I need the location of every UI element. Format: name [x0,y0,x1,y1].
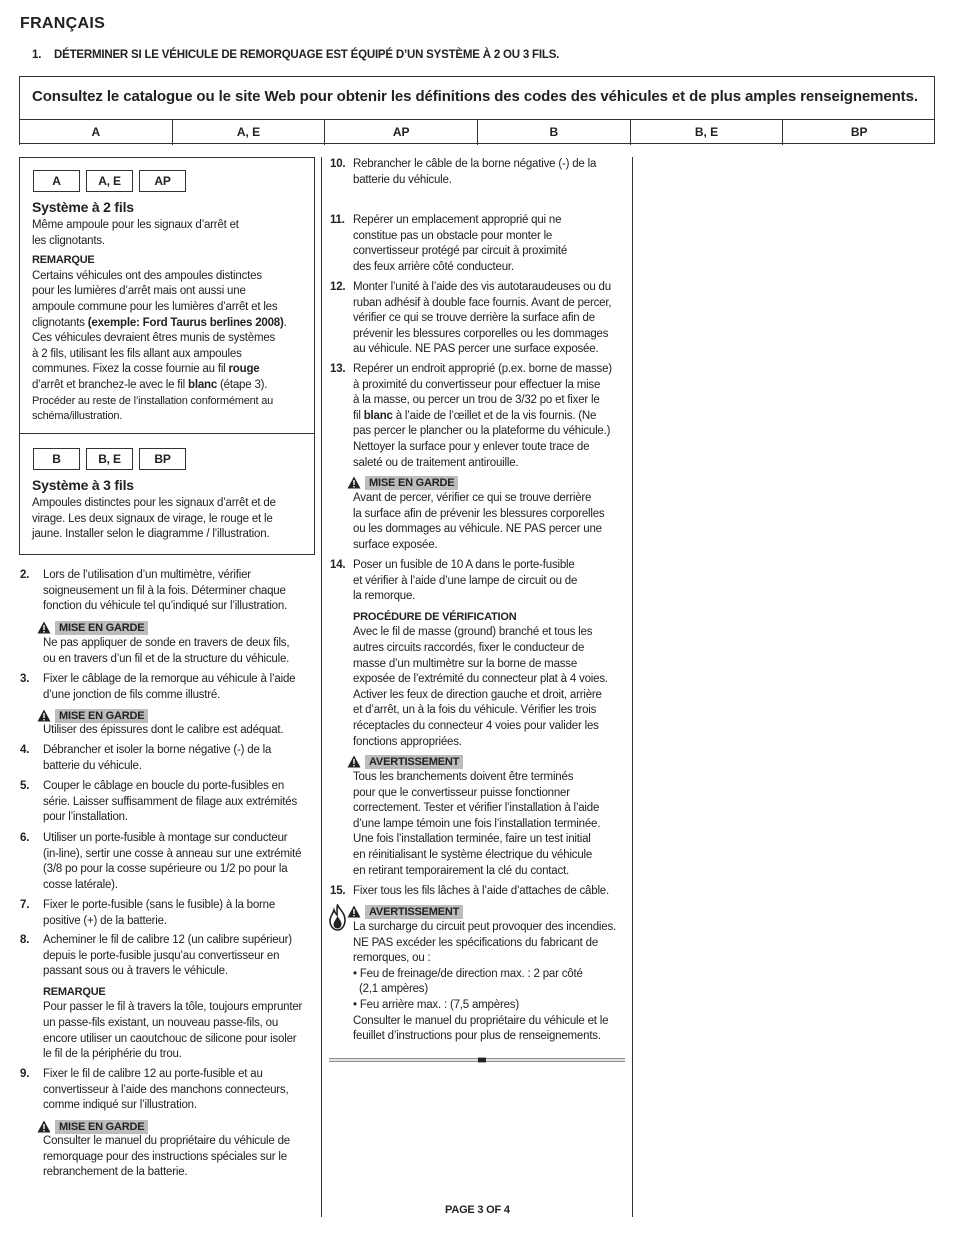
page-number: PAGE 3 OF 4 [445,1204,510,1216]
warning-body [353,920,629,1045]
warning-triangle-icon [347,905,361,918]
caution-label [347,475,458,490]
warning-triangle-icon [347,476,361,489]
text-line: remorques, ou : [353,952,431,965]
text-line: Même ampoule pour les signaux d’arrêt et [32,219,239,231]
text-line: Activer les feux de direction gauche et droit, arrière [353,688,602,701]
step-text [353,280,625,358]
text-line: (3/8 po pour la cosse supérieure ou 1/2 po pour la [43,863,288,876]
text-span: communes. Fixez la cosse fournie au fil [32,363,229,376]
step-text [43,568,313,615]
caution-body [43,723,313,739]
text-line: jaune. Installer selon le diagramme / l’illustration. [32,528,270,541]
two-wire-description [32,218,302,425]
step-text [43,743,313,774]
text-line: masse d’un multimètre sur la borne de masse [353,657,578,670]
caution-label [37,708,148,723]
text-line: exposée de l’extrémité du connecteur plat à 4 voies. [353,673,608,686]
text-line: Rebrancher le câble de la borne négative (-) de la [353,158,597,170]
step-text [43,898,315,929]
step-number: 1. [32,49,42,61]
text-line: au véhicule. NE PAS percer une surface exposée. [353,343,599,356]
text-line [32,316,302,332]
text-line: à la masse, ou percer un trou de 3/32 po et fixer le [353,394,600,407]
text-line: Consulter le manuel du propriétaire du véhicule et le [353,1014,609,1027]
step-number: 4. [20,744,30,756]
caution-label [37,1119,148,1134]
step-number: 15. [330,885,346,897]
text-line: réceptacles du connecteur 4 voies pour valider les [353,719,599,732]
text-line: (2,1 ampères) [353,983,428,996]
divider [20,433,314,434]
step-text [43,831,315,893]
warning-label [347,904,463,919]
text-line: passant sous ou à travers le véhicule. [43,965,228,978]
text-line: Fixer le porte-fusible (sans le fusible) à la borne [43,899,276,911]
text-line: Utiliser des épissures dont le calibre est adéquat. [43,724,284,736]
text-line: comme indiqué sur l’illustration. [43,1099,197,1112]
remark-label: REMARQUE [32,254,95,267]
text-line: d’une jonction de fils comme illustré. [43,688,221,701]
text-line: Monter l’unité à l’aide des vis autotaraudeuses ou du [353,281,611,293]
text-line: Repérer un emplacement approprié qui ne [353,214,562,226]
caution-body [353,491,625,553]
step-number: 7. [20,899,30,911]
text-span: d’arrêt et branchez-le avec le fil [32,378,188,391]
text-line: à proximité du convertisseur pour effectuer la mise [353,378,601,391]
text-span: (étape 3). [217,378,268,391]
text-line: soigneusement un fil à la fois. Déterminer chaque [43,584,286,597]
text-line: Utiliser un porte-fusible à montage sur conducteur [43,832,288,844]
text-line: ou les dommages au véhicule. NE PAS percer une [353,523,602,536]
text-line: saleté ou de traitement antirouille. [353,456,519,469]
text-span: fil [353,409,364,422]
text-line: Tous les branchements doivent être terminés [353,771,574,783]
text-line: Ces véhicules devraient êtres munis de systèmes [32,332,276,345]
text-line: la surface afin de prévenir les blessures corporelles [353,507,605,520]
text-line: surface exposée. [353,538,438,551]
step-text [43,933,317,1063]
text-line: pour que le convertisseur puisse fonctionner [353,786,570,799]
text-line: et d’arrêt, un à la fois du véhicule. Vérifier les trois [353,704,597,717]
two-wire-codes [33,170,186,192]
column-divider [632,157,633,1217]
step-number: 3. [20,673,30,685]
text-line: NE PAS excéder les spécifications du fabricant de [353,936,599,949]
step-number: 6. [20,832,30,844]
text-line: d’une lampe témoin une fois l’installation terminée. [353,817,601,830]
vehicle-code: B [477,120,630,145]
warning-label [347,754,463,769]
text-line: Acheminer le fil de calibre 12 (un calibre supérieur) [43,934,292,946]
caution-body [43,636,313,667]
vehicle-code: B [33,448,80,470]
text-line: Fixer le fil de calibre 12 au porte-fusible et au [43,1068,263,1080]
text-line: Fixer le câblage de la remorque au véhicule à l’aide [43,673,296,685]
text-span: clignotants [32,316,88,329]
text-line: cosse latérale). [43,878,118,891]
text-line: Une fois l’installation terminée, faire un test initial [353,833,591,846]
catalog-box [19,76,935,144]
text-line: rebranchement de la batterie. [43,1166,188,1179]
text-line: Couper le câblage en boucle du porte-fusibles en [43,780,285,792]
text-line: (in-line), sertir une cosse à anneau sur une extrémité [43,847,302,860]
three-wire-title: Système à 3 fils [32,477,134,493]
caution-text: MISE EN GARDE [55,621,148,635]
text-line: Procéder au reste de l’installation conformément au [32,394,274,407]
text-line: Certains véhicules ont des ampoules distinctes [32,269,262,282]
text-line: vérifier ce qui se trouve derrière la surface afin de [353,312,595,325]
warning-triangle-icon [347,755,361,768]
caution-body [43,1134,315,1181]
text-line: • Feu de freinage/de direction max. : 2 par côté [353,967,583,980]
fire-icon [328,904,347,932]
step-text [353,884,625,900]
text-line: série. Laisser suffisamment de filage aux extrémités [43,795,298,808]
section-end-rule [329,1057,625,1063]
text-line: à 2 fils, utilisant les fils allant aux ampoules [32,347,242,360]
text-line: le fil de la périphérie du trou. [43,1048,182,1061]
wire-color: blanc [363,409,393,422]
text-line: en réinitialisant le système électrique du véhicule [353,848,593,861]
text-line: La surcharge du circuit peut provoquer des incendies. [353,921,617,933]
step-text [43,672,313,703]
step-text [353,213,625,275]
text-span: à l’aide de l’œillet et de la vis fournis. (Ne [392,409,597,422]
wiring-system-box [19,157,315,555]
text-line: remorquage pour des instructions spéciales sur le [43,1150,287,1163]
text-line: constitue pas un obstacle pour monter le [353,229,553,242]
caution-text: MISE EN GARDE [55,709,148,723]
text-line: pour l’installation. [43,811,128,824]
warning-triangle-icon [37,1120,51,1133]
text-line: batterie du véhicule. [43,759,142,772]
vehicle-code: A [19,120,172,145]
text-line: Consulter le manuel du propriétaire du véhicule de [43,1135,290,1147]
procedure-heading: PROCÉDURE DE VÉRIFICATION [353,610,517,623]
vehicle-code: A, E [172,120,325,145]
warning-triangle-icon [37,621,51,634]
text-line: virage. Les deux signaux de virage, le rouge et le [32,512,273,525]
step-number: 2. [20,569,30,581]
text-line: positive (+) de la batterie. [43,914,167,927]
text-line: fonction du véhicule tel qu’indiqué sur l’illustration. [43,600,288,613]
caution-label [37,620,148,635]
text-line: un passe-fils existant, un nouveau passe-fils, ou [43,1016,279,1029]
text-line: prévenir les blessures corporelles ou les dommages [353,327,609,340]
text-line: ou en travers d’un fil et de la structure du véhicule. [43,652,290,665]
text-line: correctement. Tester et vérifier l’installation à l’aide [353,802,600,815]
step-number: 8. [20,934,30,946]
text-line: Pour passer le fil à travers la tôle, toujours emprunter [43,1001,303,1014]
step-number: 11. [330,214,345,226]
step-text [353,157,625,188]
catalog-notice: Consultez le catalogue ou le site Web pour obtenir les définitions des codes des véhicules et de plus amples renseignements. [32,88,918,105]
text-line: Avant de percer, vérifier ce qui se trouve derrière [353,492,592,504]
column-divider [321,157,322,1217]
text-line: pour les lumières d’arrêt mais ont aussi une [32,285,246,298]
text-line: Fixer tous les fils lâches à l’aide d’attaches de câble. [353,885,609,897]
step-number: 13. [330,363,346,375]
step-1 [32,48,559,64]
text-line: Avec le fil de masse (ground) branché et tous les [353,626,593,639]
remark-label: REMARQUE [43,985,106,998]
step-text: DÉTERMINER SI LE VÉHICULE DE REMORQUAGE EST ÉQUIPÉ D’UN SYSTÈME À 2 OU 3 FILS. [54,49,560,61]
text-line: la remorque. [353,590,416,603]
vehicle-code: AP [324,120,477,145]
text-line: fonctions appropriées. [353,735,462,748]
two-wire-title: Système à 2 fils [32,199,134,215]
vehicle-code: B, E [86,448,133,470]
caution-text: MISE EN GARDE [365,476,458,490]
text-line: Ampoules distinctes pour les signaux d’arrêt et de [32,497,276,509]
text-span: . [283,316,287,329]
warning-body [353,770,625,879]
vehicle-code: B, E [630,120,783,145]
step-number: 5. [20,780,30,792]
wire-color: rouge [228,363,260,376]
caution-text: MISE EN GARDE [55,1120,148,1134]
text-line: depuis le porte-fusible jusqu’au convertisseur en [43,949,280,962]
vehicle-code: AP [139,170,186,192]
vehicle-code: A, E [86,170,133,192]
warning-text: AVERTISSEMENT [365,905,463,919]
vehicle-code-row [19,119,935,145]
three-wire-codes [33,448,186,470]
text-line: ruban adhésif à double face fournis. Avant de percer, [353,296,612,309]
text-line: pas percer le plancher ou la plateforme du véhicule.) [353,425,611,438]
step-text [43,1067,315,1114]
text-line: les clignotants. [32,234,105,247]
text-line: feuillet d’instructions pour plus de renseignements. [353,1030,601,1043]
text-line: des feux arrière côté conducteur. [353,260,514,273]
text-line: encore utiliser un caoutchouc de silicone pour isoler [43,1032,297,1045]
step-number: 10. [330,158,346,170]
step-number: 12. [330,281,346,293]
step-text [353,558,625,750]
text-line: Nettoyer la surface pour y enlever toute trace de [353,440,590,453]
text-line: en retirant temporairement la clé du contact. [353,864,570,877]
text-line: schéma/illustration. [32,410,123,423]
text-line: ampoule commune pour les lumières d’arrêt et les [32,300,278,313]
text-line: convertisseur à l’aide des manchons connecteurs, [43,1083,289,1096]
language-heading: FRANÇAIS [20,15,106,32]
text-line: et vérifier à l’aide d’une lampe de circuit ou de [353,574,578,587]
text-line: batterie du véhicule. [353,173,452,186]
step-text [353,362,625,471]
text-line: Débrancher et isoler la borne négative (-) de la [43,744,272,756]
text-line: • Feu arrière max. : (7,5 ampères) [353,998,519,1011]
text-line: Repérer un endroit approprié (p.ex. borne de masse) [353,363,612,375]
vehicle-code: BP [782,120,935,145]
text-line [353,409,625,425]
text-line [32,378,302,394]
three-wire-description [32,496,312,543]
text-line: Lors de l’utilisation d’un multimètre, vérifier [43,569,251,581]
warning-text: AVERTISSEMENT [365,755,463,769]
text-line: Ne pas appliquer de sonde en travers de deux fils, [43,637,290,649]
step-number: 14. [330,559,346,571]
step-text [43,779,315,826]
vehicle-code: BP [139,448,186,470]
text-line [32,362,302,378]
wire-color: blanc [188,378,218,391]
vehicle-code: A [33,170,80,192]
text-line: Poser un fusible de 10 A dans le porte-fusible [353,559,575,571]
text-line: convertisseur protégé par circuit à proximité [353,245,568,258]
step-number: 9. [20,1068,30,1080]
example-vehicle: (exemple: Ford Taurus berlines 2008) [87,316,284,329]
warning-triangle-icon [37,709,51,722]
text-line: autres circuits raccordés, fixer le conducteur de [353,641,585,654]
